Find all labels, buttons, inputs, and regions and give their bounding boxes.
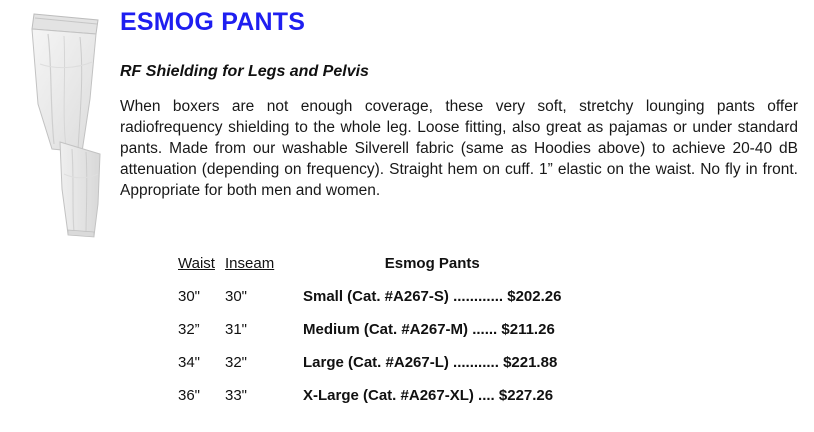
waist-value: 34" <box>178 354 201 371</box>
table-row-large <box>178 353 561 386</box>
product-column-header: Esmog Pants <box>384 255 480 272</box>
item-price-line <box>303 386 561 419</box>
item-price-line <box>303 353 561 386</box>
price-table <box>178 254 561 419</box>
item-label: Medium (Cat. #A267-M) <box>303 321 469 338</box>
item-label: Large (Cat. #A267-L) <box>303 354 449 371</box>
inseam-value: 31" <box>225 321 248 338</box>
item-price: $221.88 <box>503 354 558 371</box>
inseam-value: 33" <box>225 387 248 404</box>
inseam-column-header: Inseam <box>225 255 275 272</box>
product-description: When boxers are not enough coverage, these very soft, stretchy lounging pants offer radiofrequency shielding to the whole leg. Loose fitting, also great as pajamas or under standard pants. Made from our washable Silverell fabric (same as Hoodies above) to achieve 20-40 dB attenuation (depending on frequency). Straight hem on cuff. 1” elastic on the waist. No fly in front. Appropriate for both men and women. <box>120 98 798 199</box>
waist-value: 30" <box>178 288 201 305</box>
table-row-xlarge <box>178 386 561 419</box>
price-table-header-row <box>178 254 561 287</box>
inseam-value: 30" <box>225 288 248 305</box>
item-label: X-Large (Cat. #A267-XL) <box>303 387 474 404</box>
waist-value: 32” <box>178 321 200 338</box>
item-price-line <box>303 287 561 320</box>
item-label: Small (Cat. #A267-S) <box>303 288 449 305</box>
item-price: $211.26 <box>501 321 555 338</box>
waist-value: 36" <box>178 387 201 404</box>
dot-leader: .... <box>478 387 495 404</box>
product-image-pants <box>4 4 116 240</box>
inseam-value: 32" <box>225 354 248 371</box>
item-price-line <box>303 320 561 353</box>
product-details <box>120 0 798 419</box>
dot-leader: ...... <box>472 321 498 338</box>
dot-leader: ............ <box>453 288 504 305</box>
product-subtitle: RF Shielding for Legs and Pelvis <box>120 63 369 80</box>
dot-leader: ........... <box>453 354 499 371</box>
waist-column-header: Waist <box>178 255 215 272</box>
page-title: ESMOG PANTS <box>120 8 306 36</box>
item-price: $202.26 <box>507 288 562 305</box>
table-row-small <box>178 287 561 320</box>
pants-illustration <box>4 4 116 240</box>
table-row-medium <box>178 320 561 353</box>
item-price: $227.26 <box>498 387 554 404</box>
